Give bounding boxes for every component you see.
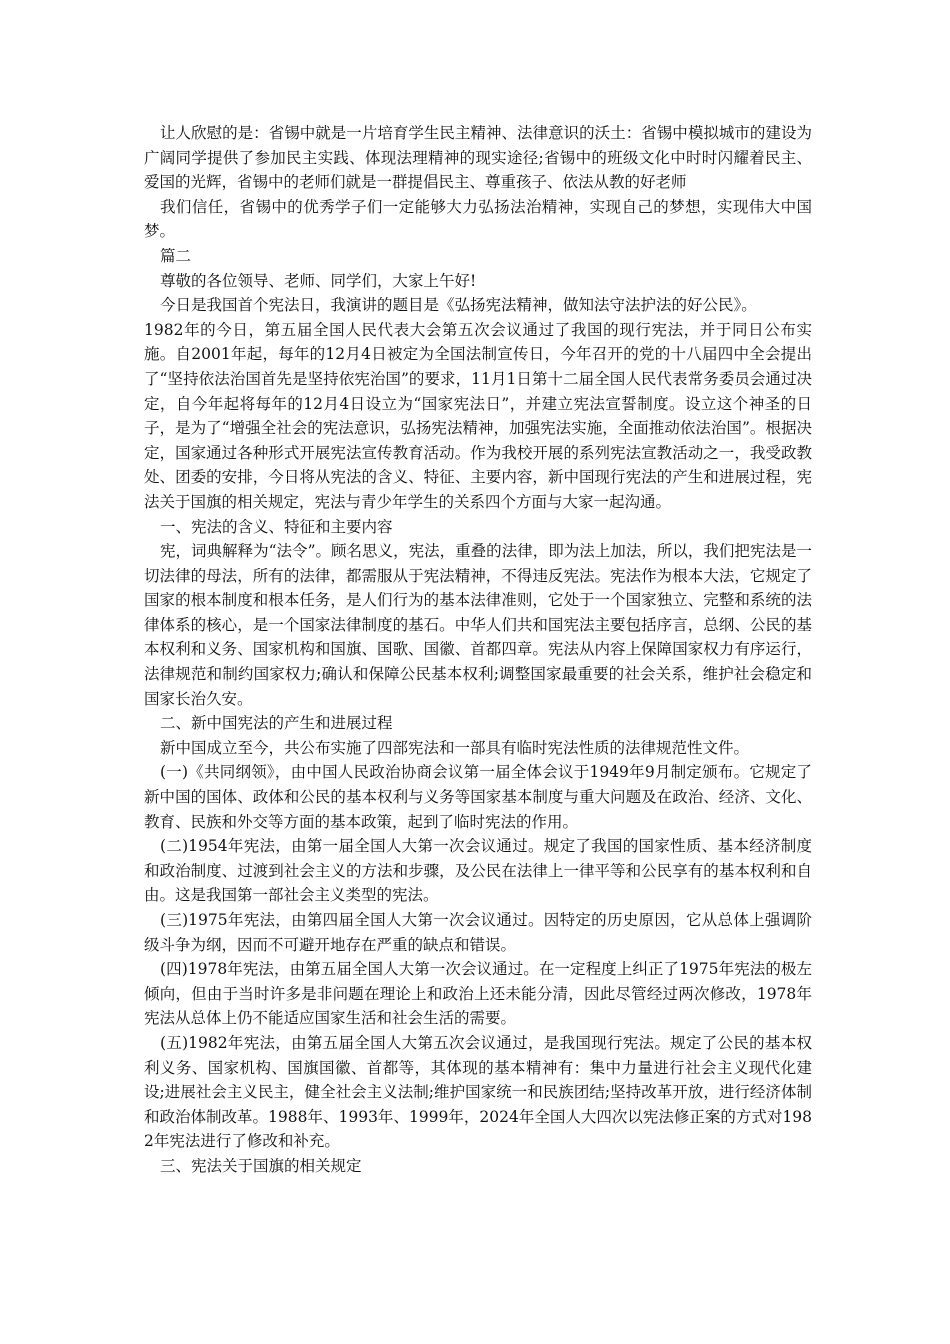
document-page <box>144 121 812 1179</box>
paragraph-1978: (四)1978年宪法，由第五届全国人大第一次会议通过。在一定程度上纠正了1975年宪法的极左倾向，但由于当时许多是非问题在理论上和政治上还未能分清，因此尽管经过两次修改，1978年宪法从总体上仍不能适应国家生活和社会生活的需要。 <box>144 960 812 1028</box>
paragraph-history-intro: 新中国成立至今，共公布实施了四部宪法和一部具有临时宪法性质的法律规范性文件。 <box>160 738 750 757</box>
paragraph-school-praise: 让人欣慰的是：省锡中就是一片培育学生民主精神、法律意识的沃土：省锡中模拟城市的建设为广阔同学提供了参加民主实践、体现法理精神的现实途径;省锡中的班级文化中时时闪耀着民主、爱国的光辉，省锡中的老师们就是一群提倡民主、尊重孩子、依法从教的好老师 <box>144 124 812 192</box>
paragraph-speech-title: 今日是我国首个宪法日，我演讲的题目是《弘扬宪法精神，做知法守法护法的好公民》。 <box>160 296 757 315</box>
paragraph-1975: (三)1975年宪法，由第四届全国人大第一次会议通过。因特定的历史原因，它从总体上强调阶级斗争为纲，因而不可避开地存在严重的缺点和错误。 <box>144 911 812 954</box>
heading-section-one: 一、宪法的含义、特征和主要内容 <box>160 517 393 536</box>
paragraph-1954: (二)1954年宪法，由第一届全国人大第一次会议通过。规定了我国的国家性质、基本经济制度和政治制度、过渡到社会主义的方法和步骤，及公民在法律上一律平等和公民享有的基本权利和自由。这是我国第一部社会主义类型的宪法。 <box>144 837 812 905</box>
paragraph-meaning: 宪，词典解释为“法令”。顾名思义，宪法，重叠的法律，即为法上加法，所以，我们把宪法是一切法律的母法，所有的法律，都需服从于宪法精神，不得违反宪法。宪法作为根本大法，它规定了国家的根本制度和根本任务，是人们行为的基本法律准则，它处于一个国家独立、完整和系统的法律体系的核心，是一个国家法律制度的基石。中华人们共和国宪法主要包括序言，总纲、公民的基本权利和义务、国家机构和国旗、国歌、国徽、首都四章。宪法从内容上保障国家权力有序运行，法律规范和制约国家权力;确认和保障公民基本权利;调整国家最重要的社会关系，维护社会稳定和国家长治久安。 <box>144 542 812 708</box>
paragraph-trust: 我们信任，省锡中的优秀学子们一定能够大力弘扬法治精神，实现自己的梦想，实现伟大中国梦。 <box>144 197 812 241</box>
heading-section-two: 二、新中国宪法的产生和进展过程 <box>160 714 393 733</box>
paragraph-constitution-day: 1982年的今日，第五届全国人民代表大会第五次会议通过了我国的现行宪法，并于同日公布实施。自2001年起，每年的12月4日被定为全国法制宣传日，今年召开的党的十八届四中全会提出了“坚持依法治国首先是坚持依宪治国”的要求，11月1日第十二届全国人民代表常务委员会通过决定，自今年起将每年的12月4日设立为“国家宪法日”，并建立宪法宣誓制度。设立这个神圣的日子，是为了“增强全社会的宪法意识，弘扬宪法精神，加强宪法实施，全面推动依法治国”。根据决定，国家通过各种形式开展宪法宣传教育活动。作为我校开展的系列宪法宣教活动之一，我受政教处、团委的安排，今日将从宪法的含义、特征、主要内容，新中国现行宪法的产生和进展过程，宪法关于国旗的相关规定，宪法与青少年学生的关系四个方面与大家一起沟通。 <box>144 320 812 511</box>
paragraph-1982: (五)1982年宪法，由第五届全国人大第五次会议通过，是我国现行宪法。规定了公民的基本权利义务、国家机构、国旗国徽、首都等，其体现的基本精神有：集中力量进行社会主义现代化建设;进展社会主义民主，健全社会主义法制;维护国家统一和民族团结;坚持改革开放，进行经济体制和政治体制改革。1988年、1993年、1999年，2024年全国人大四次以宪法修正案的方式对1982年宪法进行了修改和补充。 <box>144 1033 812 1151</box>
paragraph-greeting: 尊敬的各位领导、老师、同学们，大家上午好! <box>160 271 477 290</box>
section-heading-part-two: 篇二 <box>160 246 192 265</box>
paragraph-common-program: (一)《共同纲领》，由中国人民政治协商会议第一届全体会议于1949年9月制定颁布。它规定了新中国的国体、政体和公民的基本权利与义务等国家基本制度与重大问题及在政治、经济、文化、教育、民族和外交等方面的基本政策，起到了临时宪法的作用。 <box>144 763 812 831</box>
heading-section-three: 三、宪法关于国旗的相关规定 <box>160 1156 362 1175</box>
